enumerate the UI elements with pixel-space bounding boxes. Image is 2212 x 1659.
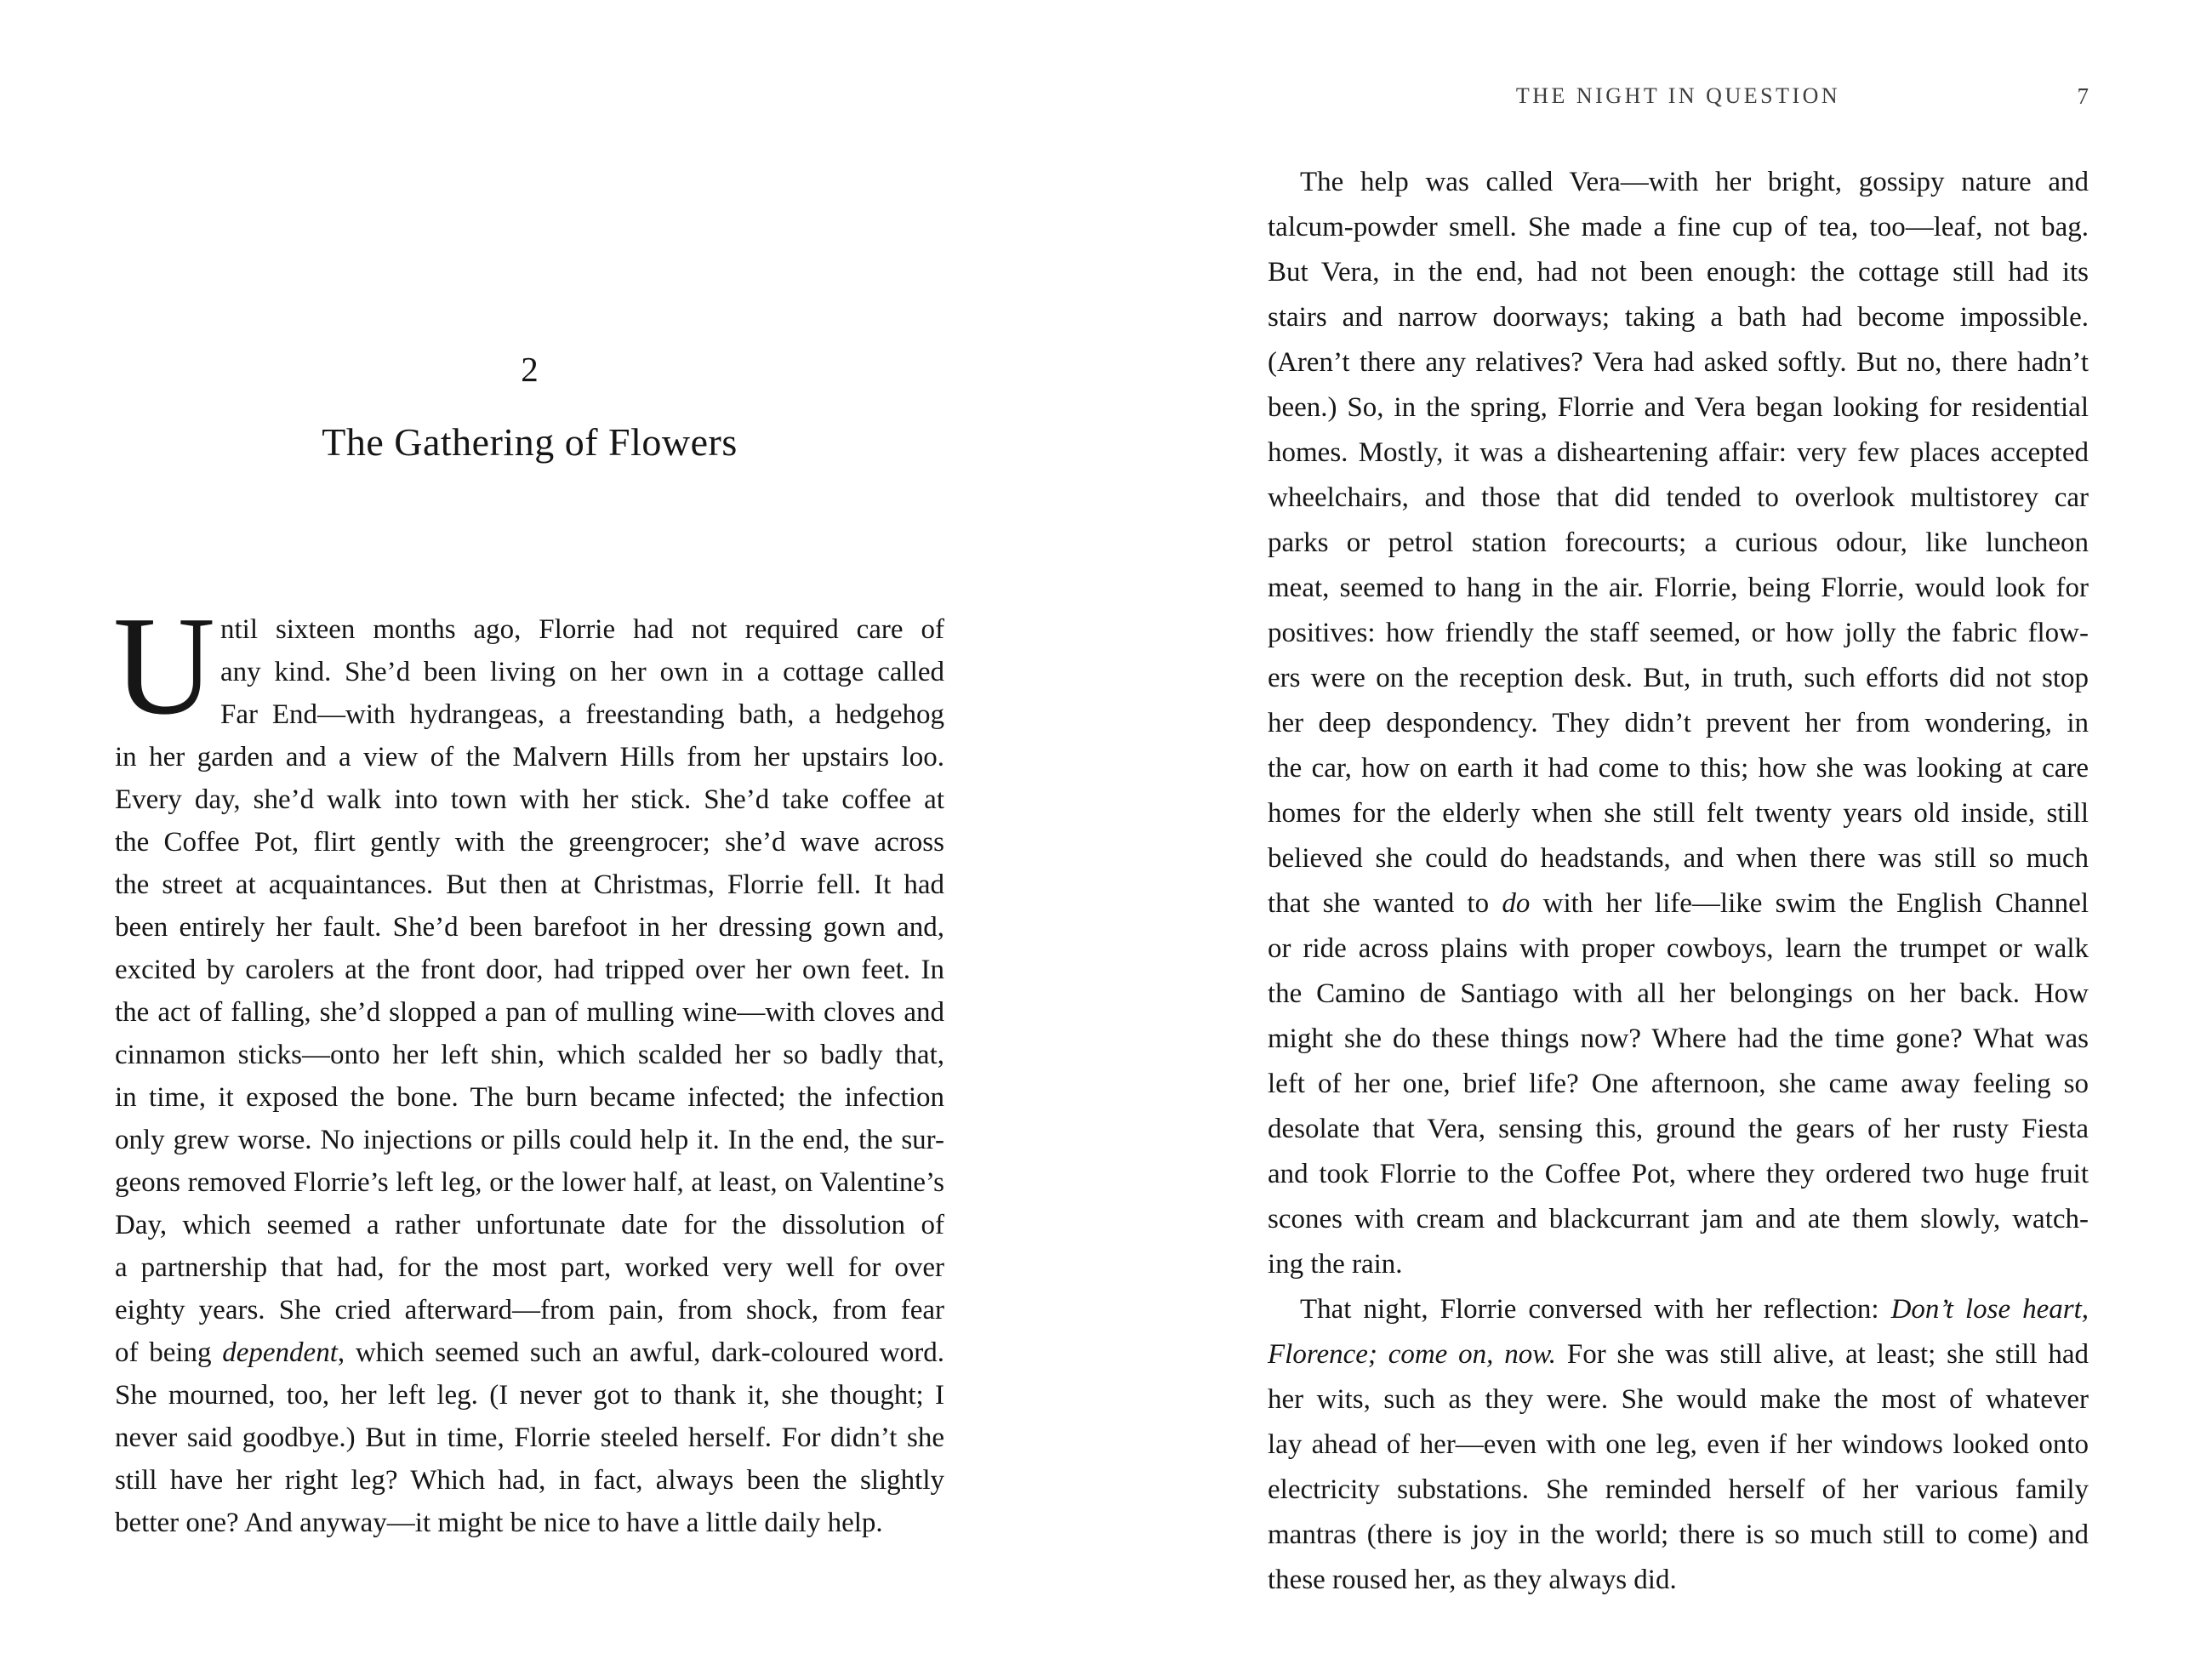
text-line: scones with cream and blackcurrant jam and ate them slowly, watch-: [1268, 1204, 2089, 1234]
text-line: ntil sixteen months ago, Florrie had not required care of: [220, 614, 944, 645]
text-line: geons removed Florrie’s left leg, or the lower half, at least, on Valentine’s: [115, 1167, 944, 1198]
page-number: 7: [2077, 83, 2089, 109]
text-line: been.) So, in the spring, Florrie and Vera began looking for residential: [1268, 392, 2089, 423]
text-line: never said goodbye.) But in time, Florrie steeled herself. For didn’t she: [115, 1422, 944, 1453]
running-header: THE NIGHT IN QUESTION: [1515, 83, 1841, 108]
text-line: lay ahead of her—even with one leg, even if her windows looked onto: [1268, 1429, 2089, 1460]
text-line: desolate that Vera, sensing this, ground the gears of her rusty Fiesta: [1268, 1114, 2089, 1144]
text-line: the act of falling, she’d slopped a pan of mulling wine—with cloves and: [115, 997, 944, 1028]
text-line: homes for the elderly when she still felt twenty years old inside, still: [1268, 798, 2089, 829]
drop-cap: U: [113, 587, 215, 744]
text-line: But Vera, in the end, had not been enough: the cottage still had its: [1268, 257, 2089, 288]
right-page: [1106, 0, 2212, 1659]
text-line: stairs and narrow doorways; taking a bath had become impossible.: [1268, 302, 2089, 333]
text-line: She mourned, too, her left leg. (I never got to thank it, she thought; I: [115, 1380, 944, 1411]
text-line: might she do these things now? Where had the time gone? What was: [1268, 1023, 2089, 1054]
text-line: better one? And anyway—it might be nice to have a little daily help.: [115, 1508, 883, 1538]
text-line: homes. Mostly, it was a disheartening affair: very few places accepted: [1268, 437, 2089, 468]
text-line: wheelchairs, and those that did tended to overlook multistorey car: [1268, 482, 2089, 513]
right-page-paragraphs: [1268, 160, 2089, 1603]
text-line: Florence; come on, now. For she was still alive, at least; she still had: [1268, 1339, 2089, 1370]
text-line: the Coffee Pot, flirt gently with the greengrocer; she’d wave across: [115, 827, 944, 858]
text-line: only grew worse. No injections or pills could help it. In the end, the sur-: [115, 1125, 944, 1155]
chapter-title: The Gathering of Flowers: [322, 420, 738, 464]
text-line: electricity substations. She reminded herself of her various family: [1268, 1474, 2089, 1505]
text-line: and took Florrie to the Coffee Pot, where they ordered two huge fruit: [1268, 1159, 2089, 1189]
text-line: ers were on the reception desk. But, in truth, such efforts did not stop: [1268, 663, 2089, 693]
text-line: her wits, such as they were. She would make the most of whatever: [1268, 1384, 2089, 1415]
text-line: of being dependent, which seemed such an awful, dark-coloured word.: [115, 1337, 944, 1368]
text-line: parks or petrol station forecourts; a curious odour, like luncheon: [1268, 527, 2089, 558]
text-line: or ride across plains with proper cowboys, learn the trumpet or walk: [1268, 933, 2089, 964]
text-line: cinnamon sticks—onto her left shin, which scalded her so badly that,: [115, 1040, 944, 1070]
text-line: that she wanted to do with her life—like swim the English Channel: [1268, 888, 2089, 919]
text-line: meat, seemed to hang in the air. Florrie, being Florrie, would look for: [1268, 573, 2089, 603]
paragraph: [1268, 1287, 2089, 1603]
text-line: been entirely her fault. She’d been barefoot in her dressing gown and,: [115, 912, 944, 943]
text-line: ing the rain.: [1268, 1249, 1403, 1280]
text-line: these roused her, as they always did.: [1268, 1565, 1677, 1595]
chapter-number: 2: [521, 350, 539, 389]
left-page-paragraphs: [115, 608, 944, 1544]
text-line: a partnership that had, for the most part, worked very well for over: [115, 1252, 944, 1283]
text-line: in her garden and a view of the Malvern Hills from her upstairs loo.: [115, 742, 944, 772]
text-line: in time, it exposed the bone. The burn became infected; the infection: [115, 1082, 944, 1113]
text-line: eighty years. She cried afterward—from pain, from shock, from fear: [115, 1295, 944, 1325]
text-line: the street at acquaintances. But then at Christmas, Florrie fell. It had: [115, 869, 944, 900]
text-line: (Aren’t there any relatives? Vera had asked softly. But no, there hadn’t: [1268, 347, 2089, 378]
text-line: Every day, she’d walk into town with her stick. She’d take coffee at: [115, 784, 944, 815]
text-line: her deep despondency. They didn’t prevent her from wondering, in: [1268, 708, 2089, 738]
text-line: positives: how friendly the staff seemed, or how jolly the fabric flow-: [1268, 618, 2089, 648]
text-line: Day, which seemed a rather unfortunate date for the dissolution of: [115, 1210, 944, 1240]
left-page-body-text: [113, 587, 944, 1544]
text-line: left of her one, brief life? One afternoon, she came away feeling so: [1268, 1069, 2089, 1099]
text-line: Far End—with hydrangeas, a freestanding bath, a hedgehog: [220, 699, 944, 730]
text-line: believed she could do headstands, and when there was still so much: [1268, 843, 2089, 874]
text-line: That night, Florrie conversed with her reflection: Don’t lose heart,: [1300, 1294, 2089, 1325]
right-page-body-text: [1268, 160, 2089, 1603]
paragraph: [1268, 160, 2089, 1287]
text-line: still have her right leg? Which had, in fact, always been the slightly: [115, 1465, 944, 1496]
text-line: any kind. She’d been living on her own in a cottage called: [220, 657, 944, 687]
paragraph: [115, 608, 944, 1544]
text-line: mantras (there is joy in the world; there is so much still to come) and: [1268, 1519, 2089, 1550]
text-line: the car, how on earth it had come to this; how she was looking at care: [1268, 753, 2089, 784]
text-line: The help was called Vera—with her bright, gossipy nature and: [1300, 167, 2089, 197]
text-line: talcum-powder smell. She made a fine cup of tea, too—leaf, not bag.: [1268, 212, 2089, 242]
text-line: excited by carolers at the front door, had tripped over her own feet. In: [115, 955, 944, 985]
text-line: the Camino de Santiago with all her belongings on her back. How: [1268, 978, 2089, 1009]
